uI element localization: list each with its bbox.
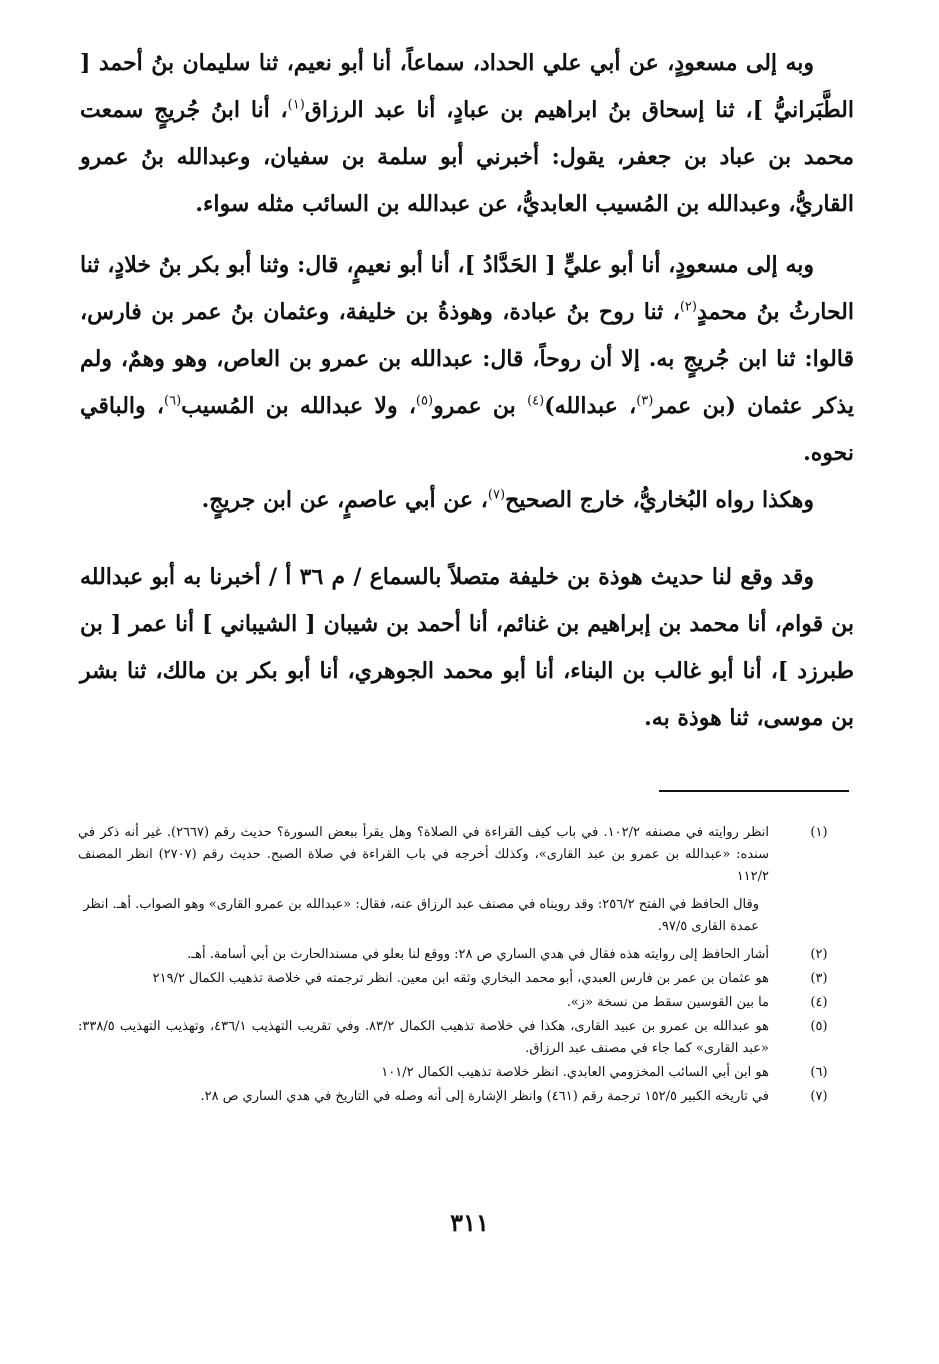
paragraph-4 <box>80 554 854 742</box>
paragraph-1-text-cont: ، أنا ابنُ جُريجٍ سمعت محمد بن عباد بن جعفر، يقول: أخبرني أبو سلمة بن سفيان، وعبدالله بنُ عمرو القاريُّ، وعبدالله بن المُسيب العابديُّ، عن عبدالله بن السائب مثله سواء. <box>80 97 854 217</box>
footnote-number: (٥) <box>810 1019 828 1034</box>
footnote-text: هو عبدالله بن عمرو بن عبيد القارى، هكذا في خلاصة تذهيب الكمال ٨٣/٢. وفي تقريب التهذيب ٤٣٦/١، وتهذيب التهذيب ٣٣٨/٥: «عبد القارى» كما جاء في مصنف عبد الرزاق. <box>78 1019 770 1056</box>
footnotes <box>78 822 829 1110</box>
paragraph-2-text-end: ، والباقي نحوه. <box>80 393 854 466</box>
footnote-text: أشار الحافظ إلى روايته هذه فقال في هدي الساري ص ٢٨: ووقع لنا بعلو في مسندالحارث بن أبي أسامة. أهـ. <box>187 947 769 962</box>
footnote-ref-5[interactable]: (٥) <box>415 393 434 409</box>
paragraph-3-text: وهكذا رواه البُخاريُّ، خارج الصحيح <box>505 487 814 513</box>
footnote-ref-2[interactable]: (٢) <box>679 299 697 315</box>
footnote-number: (٤) <box>810 995 828 1010</box>
footnote-number: (٣) <box>810 971 828 986</box>
footnote-text: انظر روايته في مصنفه ١٠٢/٢. في باب كيف القراءة في الصلاة؟ وهل يقرأ ببعض السورة؟ حديث رقم (٢٦٦٧). غير أنه ذكر في سنده: «عبدالله بن عمرو بن عبد القارى»، وكذلك أخرجه في باب القراءة في صلاة الصبح. حديث رقم (٢٧٠٧) انظر المصنف ١١٢/٢ <box>78 825 770 884</box>
footnote-number: (٦) <box>810 1065 828 1080</box>
footnote-ref-4[interactable]: (٤) <box>527 393 545 409</box>
footnote-separator <box>659 790 849 792</box>
footnote-2 <box>78 944 829 966</box>
footnote-ref-6[interactable]: (٦) <box>164 393 182 409</box>
paragraph-2-text-mid3: ، ولا عبدالله بن المُسيب <box>181 393 416 419</box>
footnote-text: هو عثمان بن عمر بن فارس العبدي، أبو محمد البخاري وثقه ابن معين. انظر ترجمته في خلاصة تذهيب الكمال ٢١٩/٢ <box>152 971 769 986</box>
footnote-7 <box>78 1086 829 1108</box>
footnote-text: هو ابن أبي السائب المخزومي العابدي. انظر خلاصة تذهيب الكمال ١٠١/٢ <box>381 1065 769 1080</box>
paragraph-1-text: وبه إلى مسعودٍ، عن أبي علي الحداد، سماعاً، أنا أبو نعيم، ثنا سليمان بنُ أحمد [ الطَّبَرانيُّ ]، ثنا إسحاق بنُ ابراهيم بن عبادٍ، أنا عبد الرزاق <box>80 50 854 123</box>
paragraph-4-text: وقد وقع لنا حديث هوذة بن خليفة متصلاً بالسماع / م ٣٦ أ / أخبرنا به أبو عبدالله بن قوام، أنا محمد بن إبراهيم بن غنائم، أنا أحمد بن شيبان [ الشيباني ] أنا عمر [ بن طبرزد ]، أنا أبو غالب بن البناء، أنا أبو محمد الجوهري، أنا أبو بكر بن مالك، ثنا بشر بن موسى، ثنا هوذة به. <box>80 564 854 731</box>
paragraph-2-text-mid: ، عبدالله) <box>544 393 637 419</box>
footnote-1-continuation <box>78 894 829 938</box>
footnote-1 <box>78 822 829 888</box>
footnote-ref-1[interactable]: (١) <box>287 97 305 113</box>
footnote-number: (٧) <box>810 1089 828 1104</box>
page-number: ٣١١ <box>450 1208 489 1237</box>
paragraph-3-text-cont: ، عن أبي عاصمٍ، عن ابن جريجٍ. <box>201 487 488 513</box>
footnote-ref-3[interactable]: (٣) <box>636 393 654 409</box>
paragraph-2-text-cont: ، ثنا روح بنُ عبادة، وهوذةُ بن خليفة، وعثمان بنُ عمر بن فارس، قالوا: ثنا ابن جُريجٍ به. إلا أن روحاً، قال: عبدالله بن عمرو بن العاص، وهو وهمٌ، ولم يذكر عثمان (بن عمر <box>80 299 854 419</box>
paragraph-2 <box>80 242 854 477</box>
paragraph-1 <box>80 40 854 228</box>
paragraph-3 <box>80 477 854 524</box>
footnote-text: وقال الحافظ في الفتح ٢٥٦/٢: وقد رويناه في مصنف عبد الرزاق عنه، فقال: «عبدالله بن عمرو القارى» وهو الصواب. أهـ. انظر عمدة القارى ٩٧/٥. <box>83 897 759 934</box>
footnote-ref-7[interactable]: (٧) <box>487 487 506 503</box>
footnote-5 <box>78 1016 829 1060</box>
footnote-4 <box>78 992 829 1014</box>
footnote-3 <box>78 968 829 990</box>
paragraph-2-text: وبه إلى مسعودٍ، أنا أبو عليٍّ [ الحَدَّادُ ]، أنا أبو نعيمٍ، قال: وثنا أبو بكر بنُ خلادٍ، ثنا الحارثُ بنُ محمدٍ <box>80 252 854 325</box>
footnote-text: في تاريخه الكبير ١٥٢/٥ ترجمة رقم (٤٦١) وانظر الإشارة إلى أنه وصله في التاريخ في هدي الساري ص ٢٨. <box>200 1089 769 1104</box>
footnote-number: (٢) <box>810 947 828 962</box>
footnote-6 <box>78 1062 829 1084</box>
main-text <box>80 40 854 742</box>
footnote-number: (١) <box>810 825 828 840</box>
footnote-text: ما بين القوسين سقط من نسخة «ز». <box>566 995 769 1010</box>
paragraph-2-text-mid2: بن عمرو <box>433 393 528 419</box>
